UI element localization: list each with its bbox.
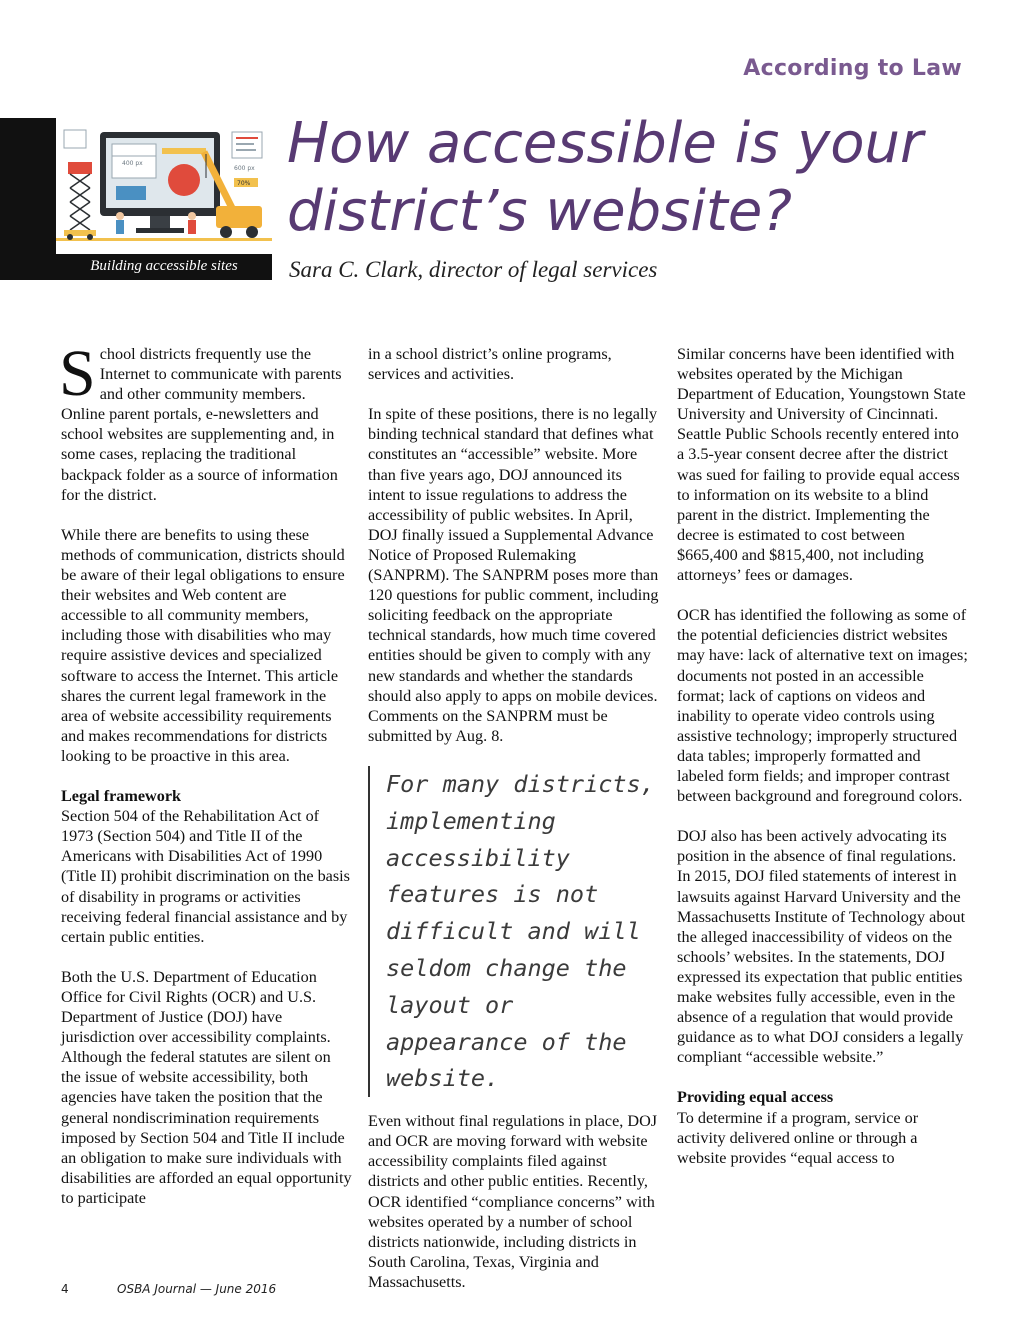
percent-label: 70% [237, 180, 251, 187]
paragraph: DOJ also has been actively advocating its position in the absence of final regulations. In 2015, DOJ filed statements of interest in lawsuits against Harvard University and the Massachusetts Institute of Technology about the alleged inaccessibility of videos on the schools’ websites. In the statements, DOJ expressed its expectation that public entities make websites fully accessible, even in the absence of a regulation that would provide guidance as to what DOJ considers a legally compliant “accessible website.” [677, 827, 966, 1067]
paragraph-text: chool districts frequently use the Internet to communicate with parents and other community members. Online parent portals, e-newsletters and school websites are supplementing and, in some cases, replacing the traditional backpack folder as a source of information for the district. [61, 345, 342, 504]
section-label: According to Law [743, 56, 962, 81]
paragraph: in a school district’s online programs, services and activities. [368, 345, 612, 384]
paragraph: In spite of these positions, there is no legally binding technical standard that defines what constitutes an “accessible” website. More than five years ago, DOJ announced its intent to issue regulations to address the accessibility of public websites. In April, DOJ finally issued a Supplemental Advance Notice of Proposed Rulemaking (SANPRM). The SANPRM poses more than 120 questions for public comment, including soliciting feedback on the appropriate technical standards, how much time covered entities should be given to comply with any new standards and whether the standards should also apply to apps on mobile devices. Comments on the SANPRM must be submitted by Aug. 8. [368, 405, 659, 745]
paragraph: While there are benefits to using these methods of communication, districts should be aware of their legal obligations to ensure their websites and Web content are accessible to all community members, including those with disabilities who may require assistive devices and specialized software to access the Internet. This article shares the current legal framework in the area of website accessibility requirements and makes recommendations for districts looking to be proactive in this area. [61, 525, 345, 765]
byline: Sara C. Clark, director of legal services [289, 257, 658, 282]
page-number: 4 [61, 1282, 69, 1296]
page-footer [61, 1282, 277, 1296]
subhead-legal-framework: Legal framework [61, 787, 182, 806]
dim-label-400: 400 px [122, 160, 143, 167]
dim-label-600: 600 px [234, 165, 255, 172]
article-column-2 [368, 344, 660, 1312]
drop-cap: S [59, 337, 96, 410]
paragraph: Similar concerns have been identified with websites operated by the Michigan Department of Education, Youngstown State University and University of Cincinnati. Seattle Public Schools recently entered into a 3.5-year consent decree after the district was sued for failing to provide equal access to information on its website to a blind parent in the district. Implementing the decree is estimated to cost between $665,400 and $815,400, not including attorneys’ fees or damages. [677, 345, 966, 585]
publication-info: OSBA Journal — June 2016 [117, 1282, 277, 1296]
accessible-sites-illustration [56, 118, 272, 254]
paragraph [677, 1087, 969, 1167]
image-caption: Building accessible sites [90, 258, 238, 274]
subhead-equal-access: Providing equal access [677, 1088, 834, 1107]
paragraph [61, 786, 353, 947]
paragraph: Even without final regulations in place, DOJ and OCR are moving forward with website accessibility complaints filed against districts and other public entities. Recently, OCR identified “compliance concerns” with websites operated by a number of school districts nationwide, including districts in South Carolina, Texas, Virginia and Massachusetts. [368, 1112, 658, 1291]
opening-paragraph [59, 337, 353, 505]
paragraph: OCR has identified the following as some of the potential deficiencies district websites may have: lack of alternative text on images; documents not posted in an accessible format; lack of captions on videos and inability to operate video controls using assistive technology; improperly structured data tables; improperly formatted and labeled form fields; and improper contrast between background and foreground colors. [677, 606, 968, 806]
pull-quote: For many districts, implementing accessibility features is not difficult and will seldom change the layout or appearance of the website. [368, 766, 660, 1097]
paragraph: Both the U.S. Department of Education Office for Civil Rights (OCR) and U.S. Department of Justice (DOJ) have jurisdiction over accessibility complaints. Although the federal statutes are silent on the issue of website accessibility, both agencies have taken the position that the general nondiscrimination requirements imposed by Section 504 and Title II include an obligation to make sure individuals with disabilities are afforded an equal opportunity to participate [61, 967, 352, 1207]
article-column-3 [677, 344, 969, 1188]
article-headline: How accessible is your district’s website? [287, 111, 924, 244]
paragraph-text: Section 504 of the Rehabilitation Act of 1973 (Section 504) and Title II of the Americans with Disabilities Act of 1990 (Title II) prohibit discrimination on the basis of disability in programs or activities receiving federal financial assistance and by certain public entities. [61, 807, 350, 946]
paragraph-text: To determine if a program, service or activity delivered online or through a website provides “equal access to [677, 1108, 919, 1167]
article-illustration [56, 118, 272, 254]
article-column-1 [59, 337, 353, 1228]
